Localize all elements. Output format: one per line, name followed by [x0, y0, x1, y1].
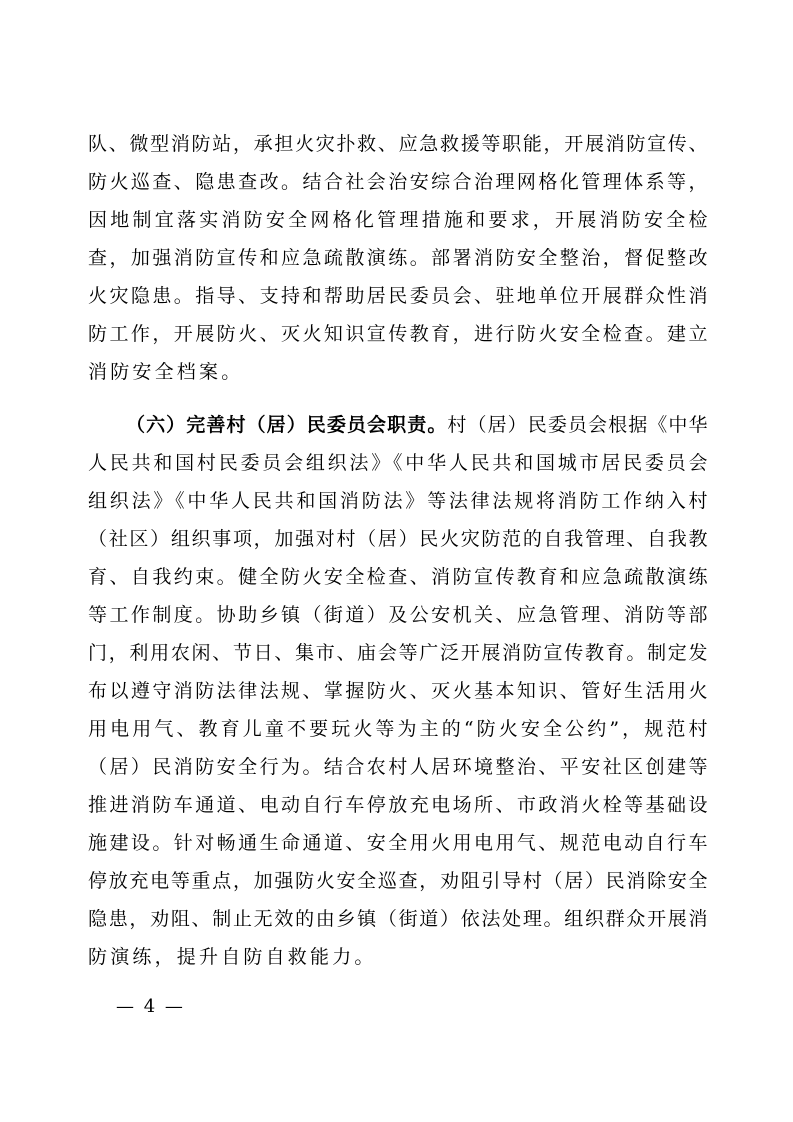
paragraph-1-line-6: 防工作，开展防火、灭火知识宣传教育，进行防火安全检查。建立 — [88, 323, 708, 345]
paragraph-1-line-4: 查，加强消防宣传和应急疏散演练。部署消防安全整治，督促整改 — [88, 247, 708, 269]
paragraph-1-line-2: 防火巡查、隐患查改。结合社会治安综合治理网格化管理体系等， — [88, 171, 708, 193]
paragraph-2-line-6: 等工作制度。协助乡镇（街道）及公安机关、应急管理、消防等部 — [88, 604, 708, 626]
paragraph-2-line-9: 用电用气、教育儿童不要玩火等为主的“防火安全公约”，规范村 — [88, 718, 708, 740]
paragraph-2-line-8: 布以遵守消防法律法规、掌握防火、灭火基本知识、管好生活用火 — [88, 680, 708, 702]
paragraph-2-line-14: 隐患，劝阻、制止无效的由乡镇（街道）依法处理。组织群众开展消 — [88, 908, 708, 930]
paragraph-2-line-1-rest: 村（居）民委员会根据《中华 — [447, 414, 708, 436]
page-number: — 4 — — [116, 996, 185, 1017]
paragraph-1-line-7: 消防安全档案。 — [88, 361, 244, 383]
paragraph-2-line-2: 人民共和国村民委员会组织法》《中华人民共和国城市居民委员会 — [88, 452, 708, 474]
paragraph-1-line-3: 因地制宜落实消防安全网格化管理措施和要求，开展消防安全检 — [88, 209, 708, 231]
paragraph-2-line-10: （居）民消防安全行为。结合农村人居环境整治、平安社区创建等 — [88, 756, 708, 778]
paragraph-2-line-13: 停放充电等重点，加强防火安全巡查，劝阻引导村（居）民消除安全 — [88, 870, 708, 892]
paragraph-2-line-12: 施建设。针对畅通生命通道、安全用火用电用气、规范电动自行车 — [88, 832, 708, 854]
paragraph-2-line-15: 防演练，提升自防自救能力。 — [88, 946, 377, 968]
paragraph-1-line-1: 队、微型消防站，承担火灾扑救、应急救援等职能，开展消防宣传、 — [88, 133, 708, 155]
paragraph-1-line-5: 火灾隐患。指导、支持和帮助居民委员会、驻地单位开展群众性消 — [88, 285, 708, 307]
section-heading: （六）完善村（居）民委员会职责。 — [126, 414, 448, 436]
paragraph-2-line-5: 育、自我约束。健全防火安全检查、消防宣传教育和应急疏散演练 — [88, 566, 708, 588]
paragraph-2-line-1 — [126, 405, 708, 445]
paragraph-2-line-7: 门，利用农闲、节日、集市、庙会等广泛开展消防宣传教育。制定发 — [88, 642, 708, 664]
paragraph-2-line-11: 推进消防车通道、电动自行车停放充电场所、市政消火栓等基础设 — [88, 794, 708, 816]
paragraph-2-line-3: 组织法》《中华人民共和国消防法》等法律法规将消防工作纳入村 — [88, 490, 708, 512]
paragraph-2-line-4: （社区）组织事项，加强对村（居）民火灾防范的自我管理、自我教 — [88, 528, 708, 550]
